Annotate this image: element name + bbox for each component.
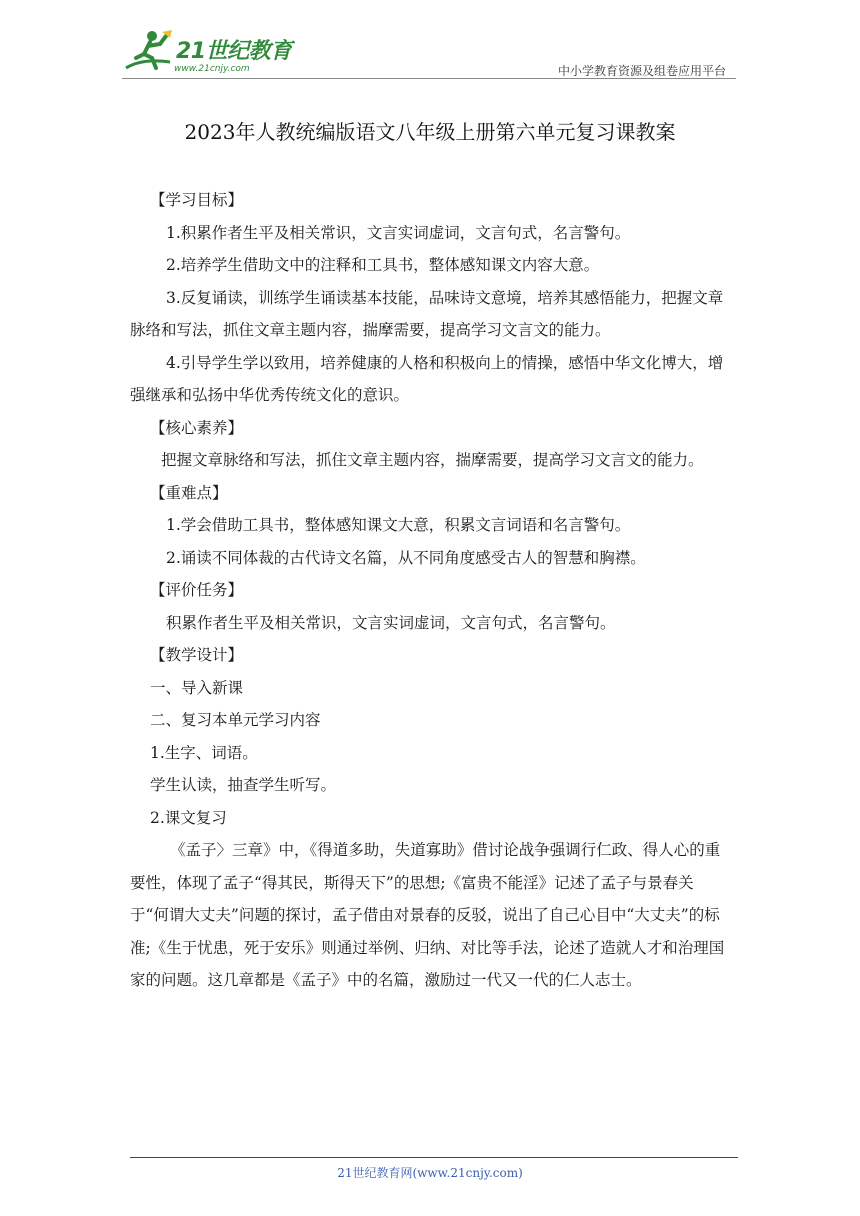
section-heading-core: 【核心素养】 [150, 418, 244, 437]
design-step: 二、复习本单元学习内容 [150, 711, 321, 729]
design-subitem: 2.课文复习 [150, 808, 227, 827]
key-point-item: 1.学会借助工具书，整体感知课文大意，积累文言词语和名言警句。 [166, 516, 631, 534]
document-body [130, 184, 730, 997]
objective-item: 3.反复诵读，训练学生诵读基本技能，品味诗文意境，培养其感悟能力，把握文章脉络和写法，抓住文章主题内容，揣摩需要，提高学习文言文的能力。 [130, 288, 724, 339]
design-subitem-text: 学生认读，抽查学生听写。 [150, 776, 337, 794]
key-point-item: 2.诵读不同体裁的古代诗文名篇，从不同角度感受古人的智慧和胸襟。 [166, 548, 646, 567]
core-text: 把握文章脉络和写法，抓住文章主题内容，揣摩需要，提高学习文言文的能力。 [161, 451, 704, 469]
design-subitem-text: 《孟子〉三章》中，《得道多助，失道寡助》借讨论战争强调行仁政、得人心的重要性，体现了孟子“得其民，斯得天下”的思想;《富贵不能淫》记述了孟子与景春关于“何谓大丈夫”问题的探讨，孟子借由对景春的反驳，说出了自己心目中“大丈夫”的标准;《生于忧患，死于安乐》则通过举例、归纳、对比等手法，论述了造就人才和治理国家的问题。这几章都是《孟子》中的名篇，激励过一代又一代的仁人志士。 [130, 841, 725, 989]
evaluation-text: 积累作者生平及相关常识，文言实词虚词，文言句式，名言警句。 [166, 613, 616, 632]
section-heading-objectives: 【学习目标】 [150, 191, 244, 209]
design-step: 一、导入新课 [150, 678, 244, 697]
runner-icon [122, 28, 178, 80]
logo-url: www.21cnjy.com [174, 64, 250, 74]
objective-item: 4.引导学生学以致用，培养健康的人格和积极向上的情操，感悟中华文化博大，增强继承和弘扬中华优秀传统文化的意识。 [130, 353, 724, 404]
section-heading-design: 【教学设计】 [150, 646, 244, 664]
section-heading-key-points: 【重难点】 [150, 483, 228, 502]
logo-text: 21世纪教育 [176, 39, 292, 64]
header-divider [122, 78, 736, 79]
site-logo[interactable] [122, 28, 292, 80]
design-subitem: 1.生字、词语。 [150, 743, 258, 762]
objective-item: 2.培养学生借助文中的注释和工具书，整体感知课文内容大意。 [166, 256, 600, 274]
footer-link[interactable]: 21世纪教育网(www.21cnjy.com) [337, 1166, 523, 1180]
page-header [122, 28, 736, 80]
footer-divider [130, 1157, 738, 1158]
objective-item: 1.积累作者生平及相关常识，文言实词虚词，文言句式，名言警句。 [166, 223, 631, 242]
platform-name: 中小学教育资源及组卷应用平台 [557, 64, 726, 78]
document-title: 2023年人教统编版语文八年级上册第六单元复习课教案 [184, 120, 676, 144]
section-heading-evaluation: 【评价任务】 [150, 581, 244, 599]
